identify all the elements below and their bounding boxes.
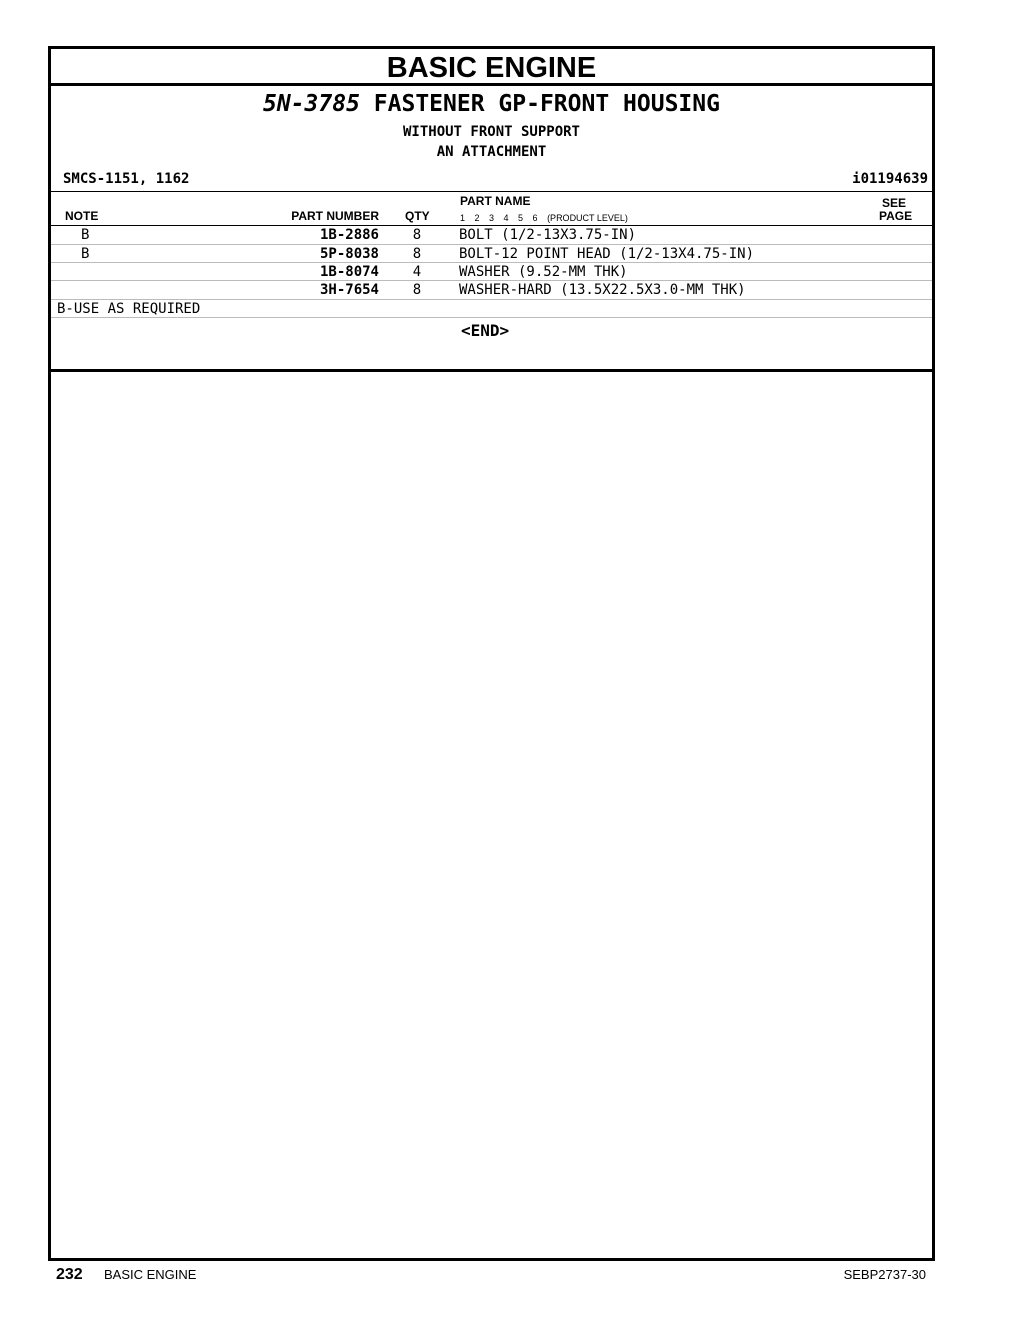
- group-title: [51, 89, 932, 119]
- parts-page-frame: [48, 46, 935, 1261]
- group-name: FASTENER GP-FRONT HOUSING: [373, 91, 720, 117]
- header-part-number: PART NUMBER: [291, 209, 379, 223]
- end-marker: <END>: [461, 321, 510, 340]
- table-row: [51, 281, 932, 299]
- row-note: B: [81, 227, 90, 243]
- row-qty: 8: [412, 282, 422, 298]
- page-number: 232: [56, 1266, 83, 1283]
- product-levels: [460, 213, 628, 224]
- footer-section: BASIC ENGINE: [104, 1267, 197, 1282]
- table-row: [51, 245, 932, 263]
- row-note: B: [81, 246, 90, 262]
- product-level-label: (PRODUCT LEVEL): [547, 213, 628, 223]
- section-title: BASIC ENGINE: [51, 49, 932, 86]
- group-subtitle: AN ATTACHMENT: [436, 144, 547, 160]
- row-part-number: 1B-8074: [319, 264, 379, 280]
- row-part-number: 3H-7654: [319, 282, 379, 298]
- row-part-name: BOLT-12 POINT HEAD (1/2-13X4.75-IN): [459, 246, 755, 262]
- table-row: [51, 226, 932, 244]
- header-part-name: PART NAME: [460, 194, 531, 208]
- footnote: B-USE AS REQUIRED: [57, 301, 201, 317]
- document-id: SEBP2737-30: [843, 1267, 926, 1282]
- smcs-codes: SMCS-1151, 1162: [63, 171, 190, 187]
- group-part-number: 5N-3785: [263, 91, 360, 117]
- header-see: SEE: [882, 196, 907, 210]
- row-qty: 4: [412, 264, 422, 280]
- product-level-numbers: 1 2 3 4 5 6: [460, 213, 538, 223]
- header-note: NOTE: [65, 209, 99, 223]
- row-qty: 8: [412, 246, 422, 262]
- row-divider: [51, 317, 932, 318]
- row-part-name: BOLT (1/2-13X3.75-IN): [459, 227, 637, 243]
- row-part-name: WASHER (9.52-MM THK): [459, 264, 628, 280]
- header-page: PAGE: [879, 209, 913, 223]
- row-part-name: WASHER-HARD (13.5X22.5X3.0-MM THK): [459, 282, 746, 298]
- header-qty: QTY: [405, 209, 430, 223]
- row-part-number: 5P-8038: [319, 246, 379, 262]
- row-part-number: 1B-2886: [319, 227, 379, 243]
- illustration-id: i01194639: [852, 171, 928, 187]
- group-subtitle: WITHOUT FRONT SUPPORT: [402, 124, 580, 140]
- table-row: [51, 263, 932, 281]
- row-qty: 8: [412, 227, 422, 243]
- table-top-divider: [51, 191, 932, 192]
- table-bottom-divider: [51, 369, 932, 372]
